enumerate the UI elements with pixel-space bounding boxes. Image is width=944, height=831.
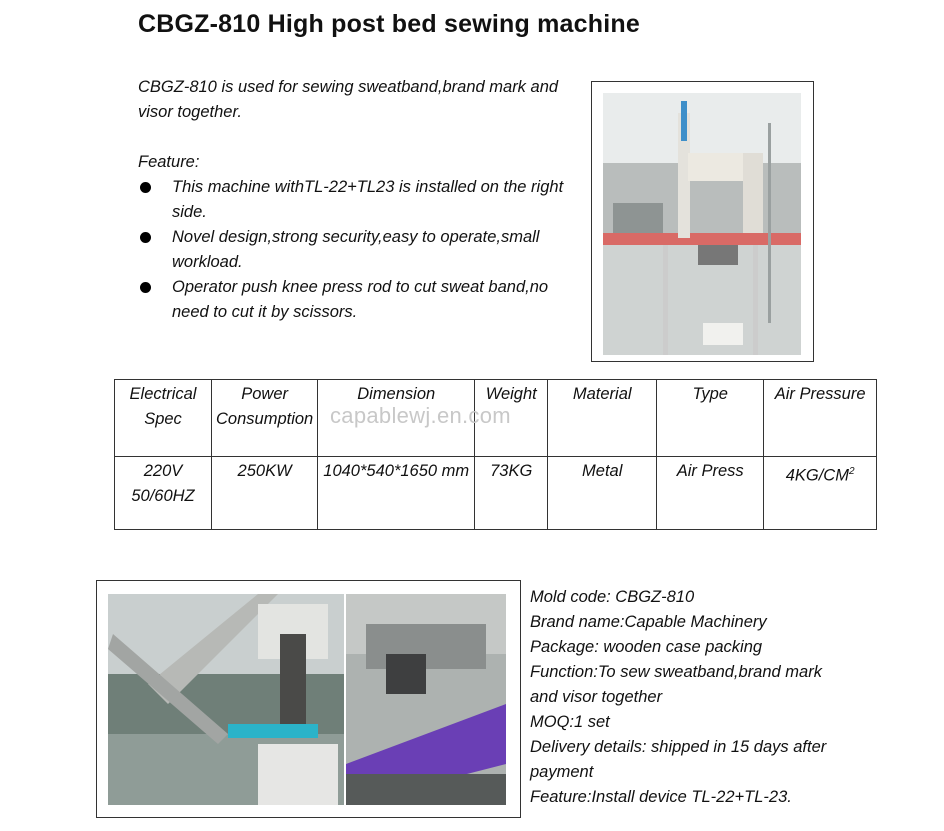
bullet-icon xyxy=(140,282,151,293)
detail-line: Brand name:Capable Machinery xyxy=(530,613,767,631)
feature-text: Novel design,strong security,easy to operate,small workload. xyxy=(172,228,540,271)
table-cell: 220V 50/60HZ xyxy=(115,457,212,530)
table-cell: Air Press xyxy=(657,457,764,530)
column-header: Dimension xyxy=(318,380,475,457)
table-row xyxy=(115,457,877,530)
bullet-icon xyxy=(140,182,151,193)
column-header: Electrical Spec xyxy=(115,380,212,457)
superscript: 2 xyxy=(848,466,855,477)
detail-photos-frame xyxy=(96,580,521,818)
table-cell xyxy=(764,457,877,530)
column-header: Type xyxy=(657,380,764,457)
feature-item xyxy=(138,225,578,275)
page-title: CBGZ-810 High post bed sewing machine xyxy=(138,10,640,38)
detail-line: Package: wooden case packing xyxy=(530,638,763,656)
feature-text: This machine withTL-22+TL23 is installed on the right side. xyxy=(172,178,564,221)
sweatband-closeup-photo xyxy=(346,594,506,805)
intro-paragraph: CBGZ-810 is used for sewing sweatband,brand mark and visor together. xyxy=(138,78,559,121)
table-cell: Metal xyxy=(548,457,657,530)
feature-heading: Feature: xyxy=(138,153,200,171)
detail-line: Mold code: CBGZ-810 xyxy=(530,588,695,606)
feature-text: Operator push knee press rod to cut sweat band,no need to cut it by scissors. xyxy=(172,278,549,321)
watermark: capablewj.en.com xyxy=(330,403,511,428)
feature-item xyxy=(138,275,578,325)
feature-list xyxy=(138,175,578,325)
product-details xyxy=(530,585,830,810)
detail-line: Feature:Install device TL-22+TL-23. xyxy=(530,788,792,806)
air-pressure-value: 4KG/CM xyxy=(785,466,849,485)
detail-line: Function:To sew sweatband,brand mark and visor together xyxy=(530,663,822,706)
column-header: Weight xyxy=(475,380,548,457)
column-header: Material xyxy=(548,380,657,457)
detail-line: Delivery details: shipped in 15 days after payment xyxy=(530,738,827,781)
bullet-icon xyxy=(140,232,151,243)
column-header: Power Consumption xyxy=(212,380,318,457)
spec-table xyxy=(114,379,877,530)
machine-photo xyxy=(603,93,801,355)
table-cell: 73KG xyxy=(475,457,548,530)
table-cell: 1040*540*1650 mm xyxy=(318,457,475,530)
machine-photo-frame xyxy=(591,81,814,362)
needle-closeup-photo xyxy=(108,594,344,805)
feature-item xyxy=(138,175,578,225)
column-header: Air Pressure xyxy=(764,380,877,457)
table-cell: 250KW xyxy=(212,457,318,530)
detail-line: MOQ:1 set xyxy=(530,713,610,731)
